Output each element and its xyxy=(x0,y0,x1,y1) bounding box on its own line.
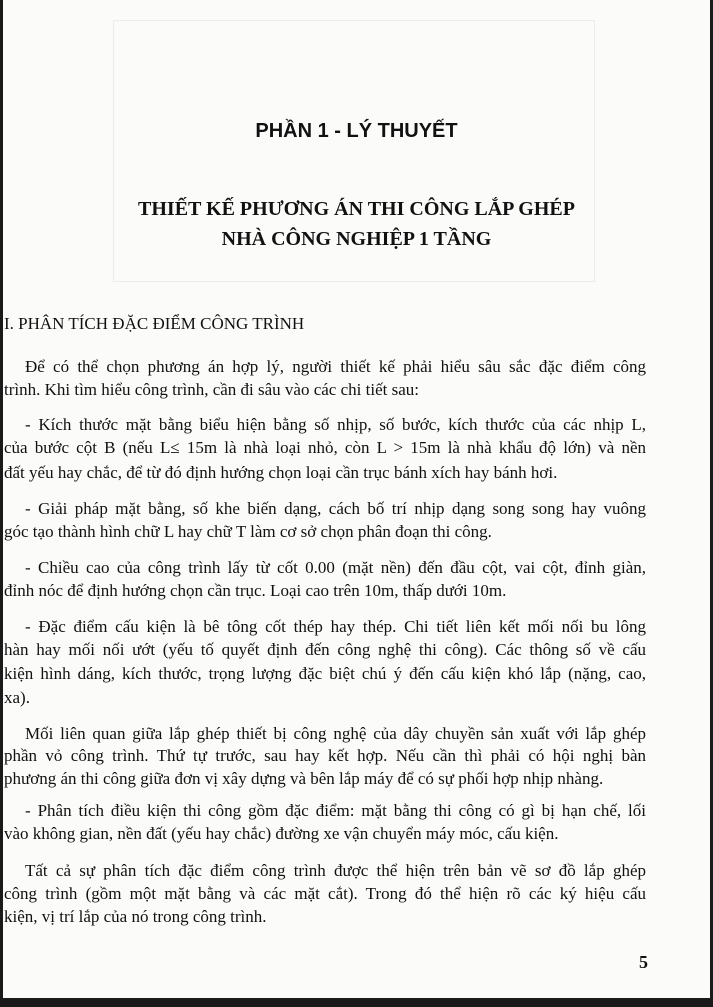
paragraph-line: phần vỏ công trình. Thứ tự trước, sau hay kết hợp. Nếu cần thì phải có hội nghị bàn xyxy=(4,746,646,765)
paragraph-line: Tất cả sự phân tích đặc điểm công trình được thể hiện trên bản vẽ sơ đồ lắp ghép xyxy=(25,861,646,880)
paragraph-line: - Kích thước mặt bằng biểu hiện bằng số nhịp, số bước, kích thước của các nhịp L, xyxy=(25,415,646,434)
paragraph-line: đỉnh nóc để định hướng chọn cần trục. Loại cao trên 10m, thấp dưới 10m. xyxy=(4,581,507,600)
paragraph-line: kiện, vị trí lắp của nó trong công trình. xyxy=(4,907,267,926)
paragraph-line: góc tạo thành hình chữ L hay chữ T làm cơ sở chọn phân đoạn thi công. xyxy=(4,522,492,541)
paragraph-line: hàn hay mối nối ướt (yếu tố quyết định đến công nghệ thi công). Các thông số về cấu xyxy=(4,640,646,659)
part-title: PHẦN 1 - LÝ THUYẾT xyxy=(255,120,458,142)
paragraph-line: - Chiều cao của công trình lấy từ cốt 0.00 (mặt nền) đến đầu cột, vai cột, đỉnh giàn, xyxy=(25,558,646,577)
paragraph-line: - Phân tích điều kiện thi công gồm đặc điểm: mặt bằng thi công có gì bị hạn chế, lối xyxy=(25,801,646,820)
paragraph-line: xa). xyxy=(4,688,30,707)
paragraph-line: của bước cột B (nếu L≤ 15m là nhà loại nhỏ, còn L > 15m là nhà khẩu độ lớn) và nền xyxy=(4,438,646,457)
paragraph-line: phương án thi công giữa đơn vị xây dựng và bên lắp máy để có sự phối hợp nhịp nhàng. xyxy=(4,769,604,788)
page-number: 5 xyxy=(639,952,648,972)
paragraph-line: - Đặc điểm cấu kiện là bê tông cốt thép hay thép. Chi tiết liên kết mối nối bu lông xyxy=(25,617,646,636)
paragraph-line: Để có thể chọn phương án hợp lý, người thiết kế phải hiểu sâu sắc đặc điểm công xyxy=(25,357,646,376)
paragraph-line: trình. Khi tìm hiểu công trình, cần đi sâu vào các chi tiết sau: xyxy=(4,380,419,399)
chapter-title-line-2: NHÀ CÔNG NGHIỆP 1 TẦNG xyxy=(221,228,492,250)
chapter-title-line-1: THIẾT KẾ PHƯƠNG ÁN THI CÔNG LẮP GHÉP xyxy=(138,198,575,220)
paragraph-line: vào không gian, nền đất (yếu hay chắc) đường xe vận chuyển máy móc, cấu kiện. xyxy=(4,824,559,843)
paragraph-line: kiện hình dáng, kích thước, trọng lượng đặc biệt chú ý đến cấu kiện khó lắp (nặng, cao, xyxy=(4,664,646,683)
section-heading: I. PHÂN TÍCH ĐẶC ĐIỂM CÔNG TRÌNH xyxy=(4,314,305,333)
paragraph-line: công trình (gồm một mặt bằng và các mặt cắt). Trong đó thể hiện rõ các ký hiệu cấu xyxy=(4,884,646,903)
paragraph-line: Mối liên quan giữa lắp ghép thiết bị công nghệ của dây chuyền sản xuất với lắp ghép xyxy=(25,724,646,743)
paragraph-line: đất yếu hay chắc, để từ đó định hướng chọn loại cần trục bánh xích hay bánh hơi. xyxy=(4,463,558,482)
paragraph-line: - Giải pháp mặt bằng, số khe biến dạng, cách bố trí nhịp dạng song song hay vuông xyxy=(25,499,646,518)
document-page xyxy=(3,0,710,998)
